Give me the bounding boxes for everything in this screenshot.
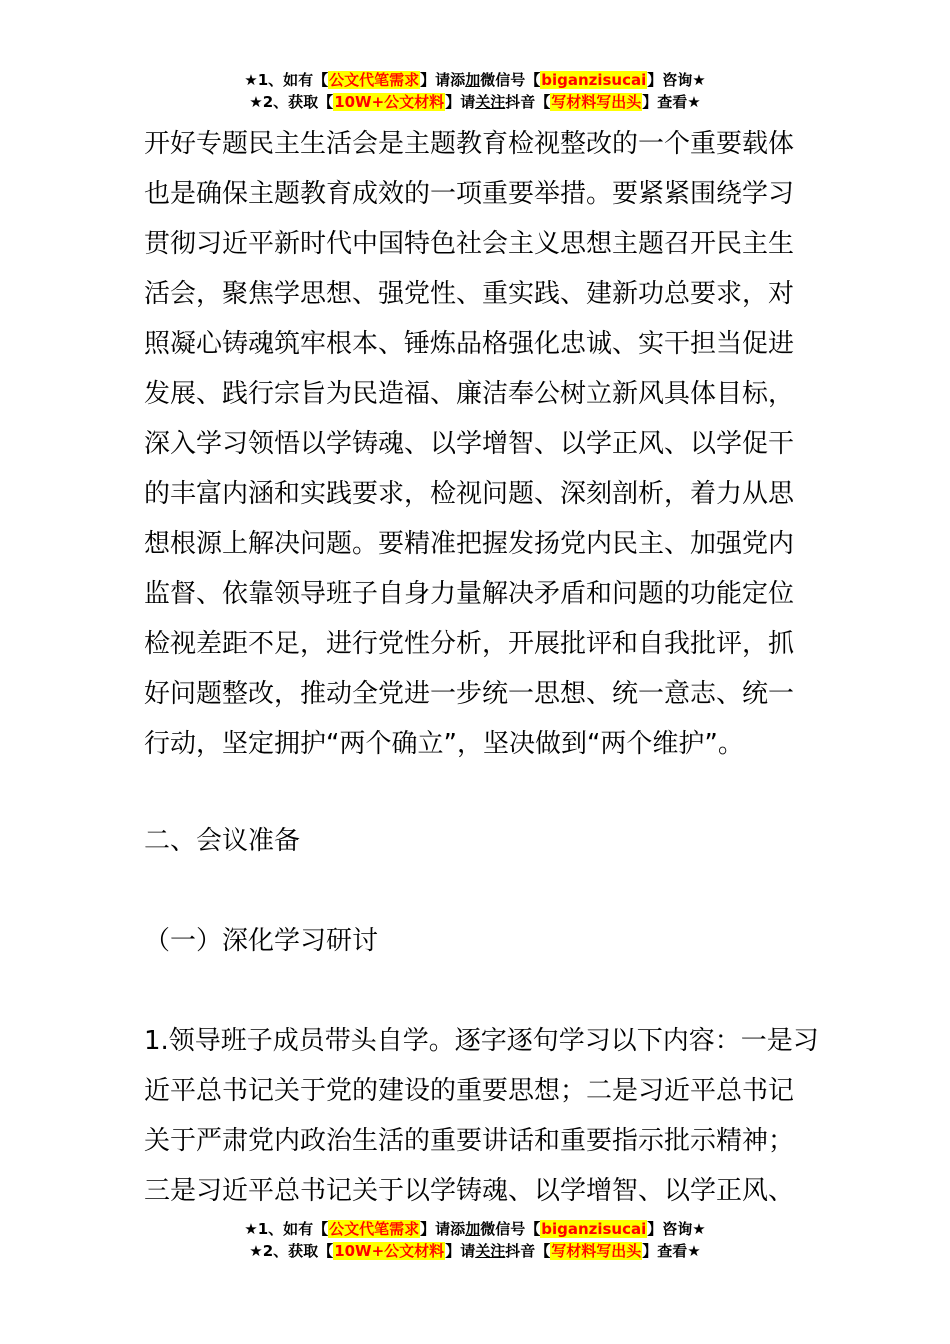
list-item-1 xyxy=(144,1016,819,1216)
banner-line-1 xyxy=(0,1218,950,1240)
paragraph-line: 也是确保主题教育成效的一项重要举措。要紧紧围绕学习 xyxy=(144,179,795,209)
paragraph-line: 行动，坚定拥护“两个确立”，坚决做到“两个维护”。 xyxy=(144,729,744,759)
banner-text: 抖音【 xyxy=(505,93,551,111)
subsection-heading-text: （一）深化学习研讨 xyxy=(144,926,379,956)
banner-underlined: 加 xyxy=(465,71,481,89)
section-heading-text: 二、会议准备 xyxy=(144,826,301,856)
banner-text: 】请添 xyxy=(420,71,466,89)
banner-text: 】查看★ xyxy=(642,93,701,111)
paragraph-line: 照凝心铸魂筑牢根本、锤炼品格强化忠诚、实干担当促进 xyxy=(144,329,795,359)
banner-highlight: biganzisucai xyxy=(541,71,647,89)
paragraph-line: 检视差距不足，进行党性分析，开展批评和自我批评，抓 xyxy=(144,629,795,659)
item-line: 三是习近平总书记关于以学铸魂、以学增智、以学正风、 xyxy=(144,1176,795,1206)
banner-text: 微信号【 xyxy=(480,1220,541,1238)
banner-highlight: 公文代笔需求 xyxy=(329,71,420,89)
paragraph-line: 监督、依靠领导班子自身力量解决矛盾和问题的功能定位 xyxy=(144,579,795,609)
banner-text: 】请添 xyxy=(420,1220,466,1238)
item-line: 1.领导班子成员带头自学。逐字逐句学习以下内容：一是习 xyxy=(144,1026,819,1056)
banner-text: 】请 xyxy=(445,1242,476,1260)
paragraph-line: 好问题整改，推动全党进一步统一思想、统一意志、统一 xyxy=(144,679,795,709)
banner-text: ★1、如有【 xyxy=(244,1220,329,1238)
banner-text: ★1、如有【 xyxy=(244,71,329,89)
banner-text: 】咨询★ xyxy=(647,71,706,89)
paragraph-line: 想根源上解决问题。要精准把握发扬党内民主、加强党内 xyxy=(144,529,795,559)
banner-text: 】请 xyxy=(445,93,476,111)
paragraph-line: 贯彻习近平新时代中国特色社会主义思想主题召开民主生 xyxy=(144,229,795,259)
banner-underlined: 关注 xyxy=(475,93,506,111)
banner-highlight: 写材料写出头 xyxy=(551,1242,642,1260)
banner-text: ★2、获取【 xyxy=(249,93,334,111)
banner-line-1 xyxy=(0,69,950,91)
top-banner xyxy=(0,69,950,113)
banner-underlined: 加 xyxy=(465,1220,481,1238)
item-line: 关于严肃党内政治生活的重要讲话和重要指示批示精神； xyxy=(144,1126,795,1156)
banner-text: 】咨询★ xyxy=(647,1220,706,1238)
banner-line-2 xyxy=(0,91,950,113)
banner-text: 抖音【 xyxy=(505,1242,551,1260)
banner-highlight: 公文代笔需求 xyxy=(329,1220,420,1238)
banner-text: 微信号【 xyxy=(480,71,541,89)
bottom-banner xyxy=(0,1218,950,1262)
banner-line-2 xyxy=(0,1240,950,1262)
paragraph-line: 发展、践行宗旨为民造福、廉洁奉公树立新风具体目标， xyxy=(144,379,795,409)
banner-highlight: biganzisucai xyxy=(541,1220,647,1238)
subsection-heading xyxy=(144,916,810,966)
banner-underlined: 关注 xyxy=(475,1242,506,1260)
paragraph-line: 的丰富内涵和实践要求，检视问题、深刻剖析，着力从思 xyxy=(144,479,795,509)
paragraph-line: 深入学习领悟以学铸魂、以学增智、以学正风、以学促干 xyxy=(144,429,795,459)
banner-highlight: 10W+公文材料 xyxy=(334,1242,445,1260)
banner-highlight: 10W+公文材料 xyxy=(334,93,445,111)
banner-highlight: 写材料写出头 xyxy=(551,93,642,111)
banner-text: 】查看★ xyxy=(642,1242,701,1260)
section-heading xyxy=(144,816,810,866)
paragraph-line: 活会，聚焦学思想、强党性、重实践、建新功总要求，对 xyxy=(144,279,795,309)
banner-text: ★2、获取【 xyxy=(249,1242,334,1260)
document-paragraph xyxy=(144,119,810,769)
paragraph-line: 开好专题民主生活会是主题教育检视整改的一个重要载体 xyxy=(144,129,795,159)
item-line: 近平总书记关于党的建设的重要思想；二是习近平总书记 xyxy=(144,1076,795,1106)
